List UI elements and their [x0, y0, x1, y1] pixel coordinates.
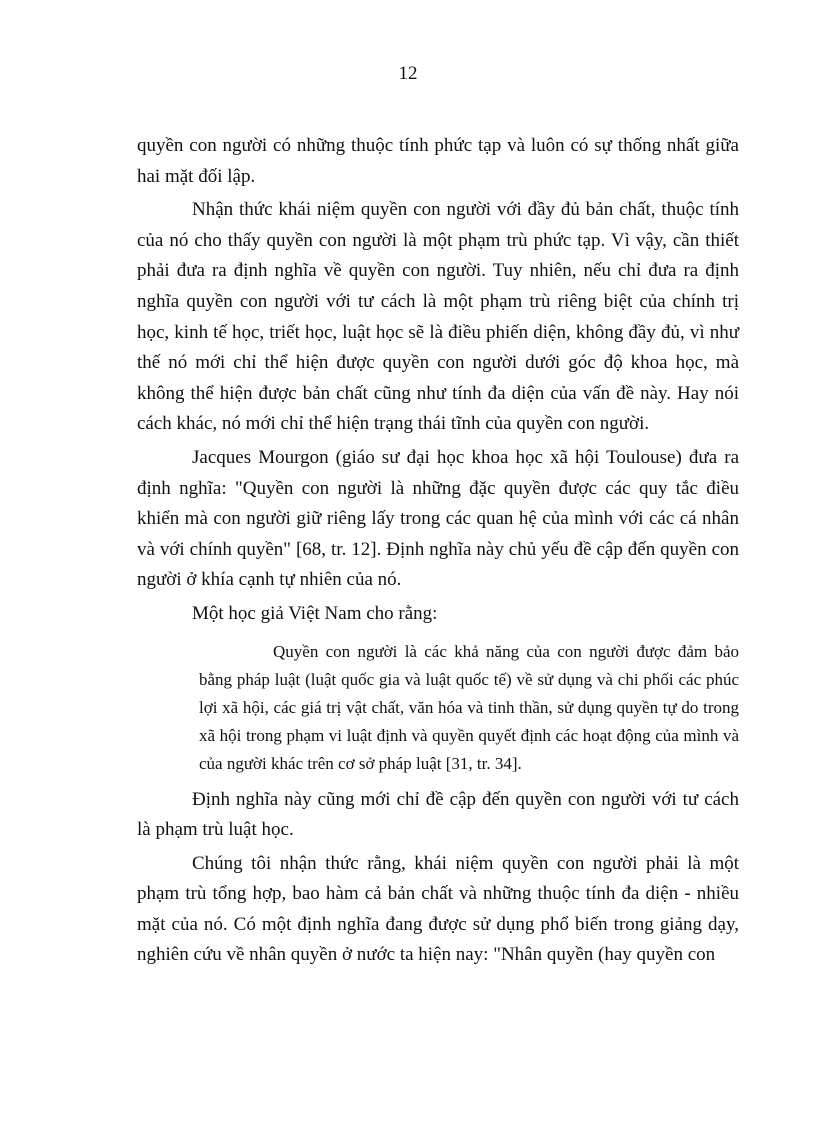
paragraph-quote-comment: Định nghĩa này cũng mới chỉ đề cập đến quyền con người với tư cách là phạm trù luật học.	[137, 788, 739, 841]
paragraph-continuation: quyền con người có những thuộc tính phức tạp và luôn có sự thống nhất giữa hai mặt đối lập.	[137, 135, 739, 187]
paragraph-concept: Nhận thức khái niệm quyền con người với đầy đủ bản chất, thuộc tính của nó cho thấy quyền con người là một phạm trù phức tạp. Vì vậy, cần thiết phải đưa ra định nghĩa về quyền con người. Tuy nhiên, nếu chỉ đưa ra định nghĩa quyền con người với tư cách là một phạm trù riêng biệt của chính trị học, kinh tế học, triết học, luật học sẽ là điều phiến diện, không đầy đủ, vì như thế nó mới chỉ thể hiện được quyền con người dưới góc độ khoa học, mà không thể hiện được bản chất cũng như tính đa diện của vấn đề này. Hay nói cách khác, nó mới chỉ thể hiện trạng thái tĩnh của quyền con người.	[137, 199, 739, 435]
paragraph-mourgon-definition: Jacques Mourgon (giáo sư đại học khoa học xã hội Toulouse) đưa ra định nghĩa: "Quyền con người là những đặc quyền được các quy tắc điều khiển mà con người giữ riêng lấy trong các quan hệ của mình với các cá nhân và với chính quyền" [68, tr. 12]. Định nghĩa này chủ yếu đề cập đến quyền con người ở khía cạnh tự nhiên của nó.	[137, 446, 739, 591]
page-number: 12	[398, 63, 418, 84]
paragraph-authors-view: Chúng tôi nhận thức rằng, khái niệm quyền con người phải là một phạm trù tổng hợp, bao hàm cả bản chất và những thuộc tính đa diện - nhiều mặt của nó. Có một định nghĩa đang được sử dụng phổ biến trong giảng dạy, nghiên cứu về nhân quyền ở nước ta hiện nay: "Nhân quyền (hay quyền con	[137, 852, 739, 966]
document-body	[137, 131, 739, 974]
block-quote: Quyền con người là các khả năng của con người được đảm bảo bằng pháp luật (luật quốc gia và luật quốc tế) về sử dụng và chi phối các phúc lợi xã hội, các giá trị vật chất, văn hóa và tinh thần, sử dụng quyền tự do trong xã hội trong phạm vi luật định và quyền quyết định các hoạt động của mình và của người khác trên cơ sở pháp luật [31, tr. 34].	[199, 641, 739, 774]
paragraph-quote-intro: Một học giả Việt Nam cho rằng:	[192, 602, 438, 624]
